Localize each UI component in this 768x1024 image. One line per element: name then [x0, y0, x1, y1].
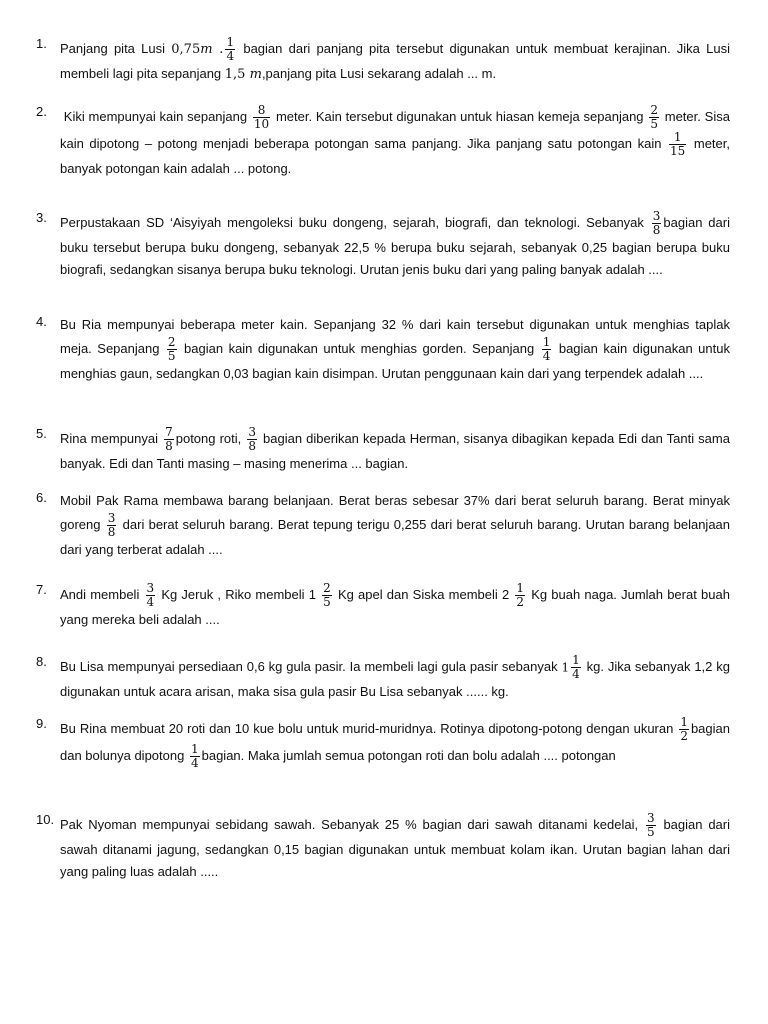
fraction: $\frac{2}{5}$ — [167, 335, 176, 363]
fraction: $\frac{3}{5}$ — [646, 811, 655, 839]
question-text: Panjang pita Lusi 0,75m . $\frac{1}{4}$ bagian dari panjang pita tersebut digunakan untuk membuat kerajinan. Jika Lusi membeli lagi pita sepanjang 1,5 m,panjang pita Lusi sekarang adalah ... m. — [60, 35, 731, 82]
question-3 — [36, 210, 730, 281]
question-number: 10. — [36, 812, 55, 827]
question-6 — [36, 490, 730, 561]
fraction: $\frac{1}{2}$ — [516, 581, 525, 609]
fraction: $\frac{2}{5}$ — [650, 103, 658, 131]
question-text: Mobil Pak Rama membawa barang belanjaan. Berat beras sebesar 37% dari berat seluruh barang. Berat minyak goreng $\frac{3}{8}$ dari berat seluruh barang. Berat tepung terigu 0,255 dari berat seluruh barang. Urutan barang belanjaan dari yang terberat adalah .... — [60, 493, 731, 557]
question-number: 3. — [36, 210, 47, 225]
question-number: 4. — [36, 314, 47, 329]
question-number: 6. — [36, 490, 47, 505]
fraction: $\frac{1}{4}$ — [190, 742, 199, 770]
question-number: 5. — [36, 426, 47, 441]
question-10 — [36, 812, 730, 883]
question-8 — [36, 654, 730, 703]
fraction: $\frac{3}{4}$ — [146, 581, 155, 609]
question-number: 7. — [36, 582, 47, 597]
question-2 — [36, 104, 730, 180]
question-number: 8. — [36, 654, 47, 669]
question-text: Rina mempunyai $\frac{7}{8}$ potong roti, $\frac{3}{8}$ bagian diberikan kepada Herman, sisanya dibagikan kepada Edi dan Tanti sama banyak. Edi dan Tanti masing – masing menerima ... bagian. — [60, 425, 730, 471]
question-4 — [36, 314, 730, 385]
fraction: $\frac{1}{4}$ — [542, 335, 551, 363]
fraction: $\frac{1}{15}$ — [670, 130, 686, 158]
question-number: 9. — [36, 716, 47, 731]
fraction: $\frac{2}{5}$ — [323, 581, 331, 609]
question-text: Kiki mempunyai kain sepanjang $\frac{8}{10}$ meter. Kain tersebut digunakan untuk hiasan kemeja sepanjang $\frac{2}{5}$ meter. Sisa kain dipotong – potong menjadi beberapa potongan sama panjang. Jika panjang satu potongan kain $\frac{1}{15}$ meter, banyak potongan kain adalah ... potong. — [60, 103, 730, 176]
fraction: $\frac{3}{8}$ — [652, 209, 661, 237]
question-5 — [36, 426, 730, 475]
question-9 — [36, 716, 730, 770]
question-1 — [36, 36, 730, 86]
question-text: Andi membeli $\frac{3}{4}$ Kg Jeruk , Riko membeli 1 $\frac{2}{5}$ Kg apel dan Siska membeli 2 $\frac{1}{2}$ Kg buah naga. Jumlah berat buah yang mereka beli adalah .... — [60, 581, 730, 627]
question-number: 2. — [36, 104, 47, 119]
question-text: Bu Lisa mempunyai persediaan 0,6 kg gula pasir. Ia membeli lagi gula pasir sebanyak 1 $\frac{1}{4}$ kg. Jika sebanyak 1,2 kg digunakan untuk acara arisan, maka sisa gula pasir Bu Lisa sebanyak ...... kg. — [60, 653, 730, 699]
fraction: $\frac{3}{8}$ — [107, 511, 116, 539]
fraction: $\frac{3}{8}$ — [248, 425, 256, 453]
fraction: $\frac{7}{8}$ — [165, 425, 173, 453]
fraction: $\frac{8}{10}$ — [253, 103, 270, 131]
question-7 — [36, 582, 730, 631]
question-text: Bu Ria mempunyai beberapa meter kain. Sepanjang 32 % dari kain tersebut digunakan untuk menghias taplak meja. Sepanjang $\frac{2}{5}$ bagian kain digunakan untuk menghias gorden. Sepanjang $\frac{1}{4}$ bagian kain digunakan untuk menghias gaun, sedangkan 0,03 bagian kain disimpan. Urutan penggunaan kain dari yang terpendek adalah .... — [60, 317, 730, 381]
fraction: $\frac{1}{4}$ — [572, 653, 580, 681]
fraction: $\frac{1}{2}$ — [680, 715, 688, 743]
question-text: Bu Rina membuat 20 roti dan 10 kue bolu untuk murid-muridnya. Rotinya dipotong-potong dengan ukuran $\frac{1}{2}$ bagian dan bolunya dipotong $\frac{1}{4}$ bagian. Maka jumlah semua potongan roti dan bolu adalah .... potongan — [60, 715, 730, 770]
question-text: Pak Nyoman mempunyai sebidang sawah. Sebanyak 25 % bagian dari sawah ditanami kedelai, $\frac{3}{5}$ bagian dari sawah ditanami jagung, sedangkan 0,15 bagian digunakan untuk membuat kolam ikan. Urutan bagian lahan dari yang paling luas adalah ..... — [60, 811, 730, 879]
question-text: Perpustakaan SD ‘Aisyiyah mengoleksi buku dongeng, sejarah, biografi, dan teknologi. Sebanyak $\frac{3}{8}$ bagian dari buku tersebut berupa buku dongeng, sebanyak 22,5 % berupa buku sejarah, sebanyak 0,25 bagian berupa buku biografi, sedangkan sisanya berupa buku teknologi. Urutan jenis buku dari yang paling banyak adalah .... — [60, 209, 730, 277]
fraction: $\frac{1}{4}$ — [226, 35, 235, 63]
mixed-number: 1 $\frac{1}{4}$ — [561, 653, 580, 681]
question-number: 1. — [36, 36, 47, 51]
